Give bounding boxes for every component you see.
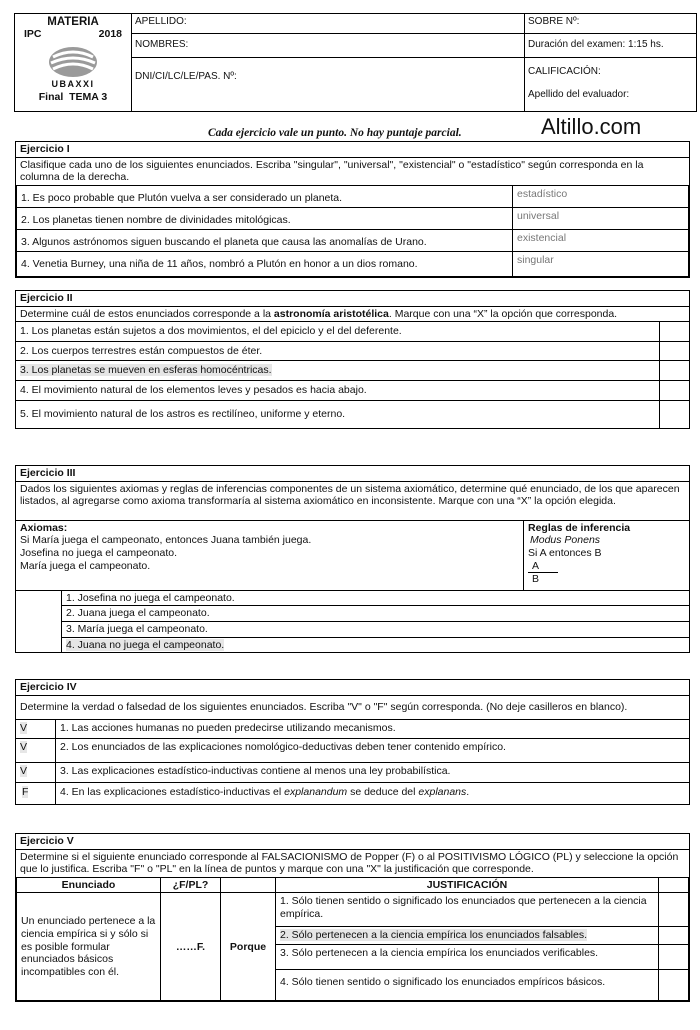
- ej4-item: 3. Las explicaciones estadístico-inductivas contiene al menos una ley probabilística.: [60, 765, 451, 778]
- list-item[interactable]: [61, 591, 689, 606]
- ej1-answer[interactable]: singular: [513, 251, 689, 276]
- ej4-mark-value: V: [20, 722, 28, 735]
- ej2-checkbox[interactable]: [659, 322, 689, 341]
- ej4-item-4-em1: explanandum: [284, 786, 348, 799]
- ej2-instr-a: Determine cuál de estos enunciados corresponde a la: [20, 307, 274, 320]
- apellido-field[interactable]: APELLIDO:: [132, 14, 525, 34]
- ej1-item: 4. Venetia Burney, una niña de 11 años, nombró a Plutón en honor a un dios romano.: [17, 251, 513, 276]
- list-item: [16, 360, 689, 380]
- premise-a: A: [528, 560, 558, 574]
- table-row: [17, 251, 689, 276]
- ej1-item: 2. Los planetas tienen nombre de divinidades mitológicas.: [17, 207, 513, 229]
- list-item: [16, 782, 689, 804]
- ej5-checkbox[interactable]: [659, 970, 689, 1001]
- list-item: [16, 380, 689, 400]
- ej4-instruction: Determine la verdad o falsedad de los siguientes enunciados. Escriba "V" o "F" según corresponda. (No deje casilleros en blanco).: [20, 700, 628, 713]
- ubaxxi-label: UBAXXI: [51, 78, 95, 89]
- ej2-instruction: [16, 307, 689, 322]
- axiomas-label: Axiomas:: [20, 521, 68, 534]
- ej5-just-row: [276, 927, 659, 945]
- list-item: [16, 719, 689, 738]
- ej5-enunciado: Un enunciado pertenece a la ciencia empírica si y sólo si es posible formular enunciados básicos incompatibles con él.: [17, 893, 161, 1001]
- list-item[interactable]: [61, 621, 689, 637]
- sobre-field[interactable]: SOBRE Nº:: [525, 14, 697, 34]
- ej5-checkbox[interactable]: [659, 893, 689, 927]
- ejercicio-1: [15, 141, 690, 278]
- ej2-instr-c: . Marque con una “X” la opción que corresponda.: [388, 307, 618, 320]
- axiom: María juega el campeonato.: [20, 559, 151, 572]
- ej5-answer-field[interactable]: [161, 893, 221, 1001]
- ejercicio-4: [15, 679, 690, 805]
- table-row: [17, 229, 689, 251]
- duracion-label: Duración del examen: 1:15 hs.: [525, 34, 697, 58]
- ej2-item: 5. El movimiento natural de los astros es rectilíneo, uniforme y eterno.: [20, 407, 346, 420]
- nombres-field[interactable]: NOMBRES:: [132, 34, 525, 58]
- list-item[interactable]: [61, 605, 689, 621]
- ej3-reglas: [523, 521, 689, 590]
- ej2-item: 1. Los planetas están sujetos a dos movimientos, el del epiciclo y el del deferente.: [20, 325, 402, 338]
- ej5-just: 1. Sólo tienen sentido o significado los enunciados que pertenecen a la ciencia empírica.: [276, 893, 659, 927]
- list-item: [16, 400, 689, 428]
- ej4-item-4a: 4. En las explicaciones estadístico-inductivas el: [60, 786, 285, 799]
- logo-cell: [15, 14, 132, 112]
- ej1-answer[interactable]: existencial: [513, 229, 689, 251]
- ej4-mark-value: V: [20, 741, 28, 754]
- ejercicio-5: [15, 833, 690, 1002]
- ej5-answer: ……F.: [175, 940, 206, 953]
- ej4-title: Ejercicio IV: [16, 680, 689, 696]
- si-a-entonces-b: Si A entonces B: [528, 546, 602, 559]
- list-item: [16, 341, 689, 361]
- list-item: [16, 321, 689, 341]
- porque-label: Porque: [221, 893, 276, 1001]
- list-item: [16, 762, 689, 782]
- ej4-mark-value: F: [22, 786, 29, 799]
- evaluador-label: Apellido del evaluador:: [528, 89, 630, 100]
- ej4-item: 1. Las acciones humanas no pueden predecirse utilizando mecanismos.: [60, 722, 396, 735]
- exam-header: [14, 13, 697, 112]
- col-fpl: ¿F/PL?: [161, 877, 221, 893]
- table-row: [17, 207, 689, 229]
- ej1-instruction: Clasifique cada uno de los siguientes enunciados. Escriba "singular", "universal", "existencial" o "estadístico" según corresponda en la columna de la derecha.: [20, 158, 644, 184]
- conclusion-b: B: [532, 573, 540, 586]
- reglas-label: Reglas de inferencia: [528, 521, 631, 534]
- list-item[interactable]: [61, 637, 689, 653]
- calificacion-cell[interactable]: [525, 58, 697, 112]
- ej4-item-4-em2: explanans: [418, 786, 467, 799]
- tema-label: TEMA 3: [69, 91, 108, 104]
- ej2-checkbox[interactable]: [659, 401, 689, 428]
- ejercicio-3: [15, 465, 690, 653]
- ej5-just: 4. Sólo tienen sentido o significado los enunciados empíricos básicos.: [276, 970, 659, 1001]
- ej1-item: 3. Algunos astrónomos siguen buscando el planeta que causa las anomalías de Urano.: [17, 229, 513, 251]
- col-enunciado: Enunciado: [17, 877, 161, 893]
- ej4-item-4c: .: [466, 786, 470, 799]
- ej5-checkbox[interactable]: [659, 945, 689, 970]
- ipc-label: IPC: [24, 28, 42, 40]
- ej2-checkbox[interactable]: [659, 342, 689, 361]
- ej5-checkbox[interactable]: [659, 927, 689, 945]
- ej4-mark[interactable]: [16, 739, 56, 762]
- ej2-item: 4. El movimiento natural de los elementos leves y pesados es hacia abajo.: [20, 383, 367, 396]
- calificacion-label: CALIFICACIÓN:: [528, 66, 601, 77]
- scoring-note: Cada ejercicio vale un punto. No hay puntaje parcial.: [208, 127, 462, 139]
- axiom: Si María juega el campeonato, entonces Juana también juega.: [20, 534, 312, 547]
- ej5-table: [16, 877, 689, 1002]
- ej2-item: 3. Los planetas se mueven en esferas homocéntricas.: [20, 364, 272, 377]
- ej3-option: 2. Juana juega el campeonato.: [66, 607, 210, 620]
- axiom: Josefina no juega el campeonato.: [20, 546, 178, 559]
- col-blank: [221, 877, 276, 893]
- ej4-item: 2. Los enunciados de las explicaciones nomológico-deductivas deben tener contenido empírico.: [60, 741, 506, 754]
- dni-field[interactable]: DNI/CI/LC/LE/PAS. Nº:: [132, 58, 525, 112]
- ej3-option: 3. María juega el campeonato.: [66, 622, 208, 635]
- ej4-mark[interactable]: [16, 783, 56, 804]
- ej5-just: 3. Sólo pertenecen a la ciencia empírica los enunciados verificables.: [276, 945, 659, 970]
- ej3-axiom-block: [16, 520, 689, 590]
- ej4-item: [56, 783, 689, 804]
- ej1-item: 1. Es poco probable que Plutón vuelva a ser considerado un planeta.: [17, 185, 513, 207]
- col-justificacion: JUSTIFICACIÓN: [276, 877, 659, 893]
- ej3-option: 4. Juana no juega el campeonato.: [66, 638, 225, 651]
- ej3-title: Ejercicio III: [16, 466, 689, 482]
- ej2-item: 2. Los cuerpos terrestres están compuestos de éter.: [20, 344, 263, 357]
- ej2-instr-bold: astronomía aristotélica: [273, 307, 389, 320]
- ej2-checkbox[interactable]: [659, 361, 689, 380]
- ej5-instruction: Determine si el siguiente enunciado corresponde al FALSACIONISMO de Popper (F) o al POSITIVISMO LÓGICO (PL) y seleccione la opción que lo justifica. Escriba "F" o "PL" en la línea de puntos y marque con una "X" la justificación que corresponde.: [20, 850, 679, 876]
- ej4-mark-value: V: [20, 765, 28, 778]
- list-item: [16, 738, 689, 762]
- ubaxxi-logo-icon: [43, 45, 103, 79]
- ej2-checkbox[interactable]: [659, 381, 689, 400]
- ej5-title: Ejercicio V: [16, 834, 689, 850]
- table-row: [17, 185, 689, 207]
- col-check: [659, 877, 689, 893]
- altillo-watermark: Altillo.com: [541, 114, 642, 139]
- ej1-answer[interactable]: universal: [513, 207, 689, 229]
- materia-label: MATERIA: [47, 16, 99, 28]
- final-label: Final: [38, 91, 64, 104]
- ej5-just: 2. Sólo pertenecen a la ciencia empírica los enunciados falsables.: [280, 929, 588, 942]
- ej3-options: [16, 590, 689, 652]
- ej3-option: 1. Josefina no juega el campeonato.: [66, 591, 235, 604]
- year-label: 2018: [98, 28, 122, 40]
- ej1-title: Ejercicio I: [16, 142, 689, 158]
- ej3-instruction: Dados los siguientes axiomas y reglas de inferencias componentes de un sistema axiomático, determine qué enunciado, de los que aparecen listados, al agregarse como axioma transformaría al sistema axiomático en inconsistente. Marque con una “X” la opción elegida.: [20, 482, 680, 508]
- ejercicio-2: [15, 290, 690, 429]
- ej3-axiomas: [16, 521, 523, 590]
- ej4-mark[interactable]: [16, 763, 56, 782]
- ej4-mark[interactable]: [16, 720, 56, 738]
- ej1-table: [16, 185, 689, 277]
- ej4-item-4b: se deduce del: [347, 786, 419, 799]
- ej1-answer[interactable]: estadístico: [513, 185, 689, 207]
- ej2-title: Ejercicio II: [16, 291, 689, 307]
- modus-ponens: Modus Ponens: [530, 534, 601, 547]
